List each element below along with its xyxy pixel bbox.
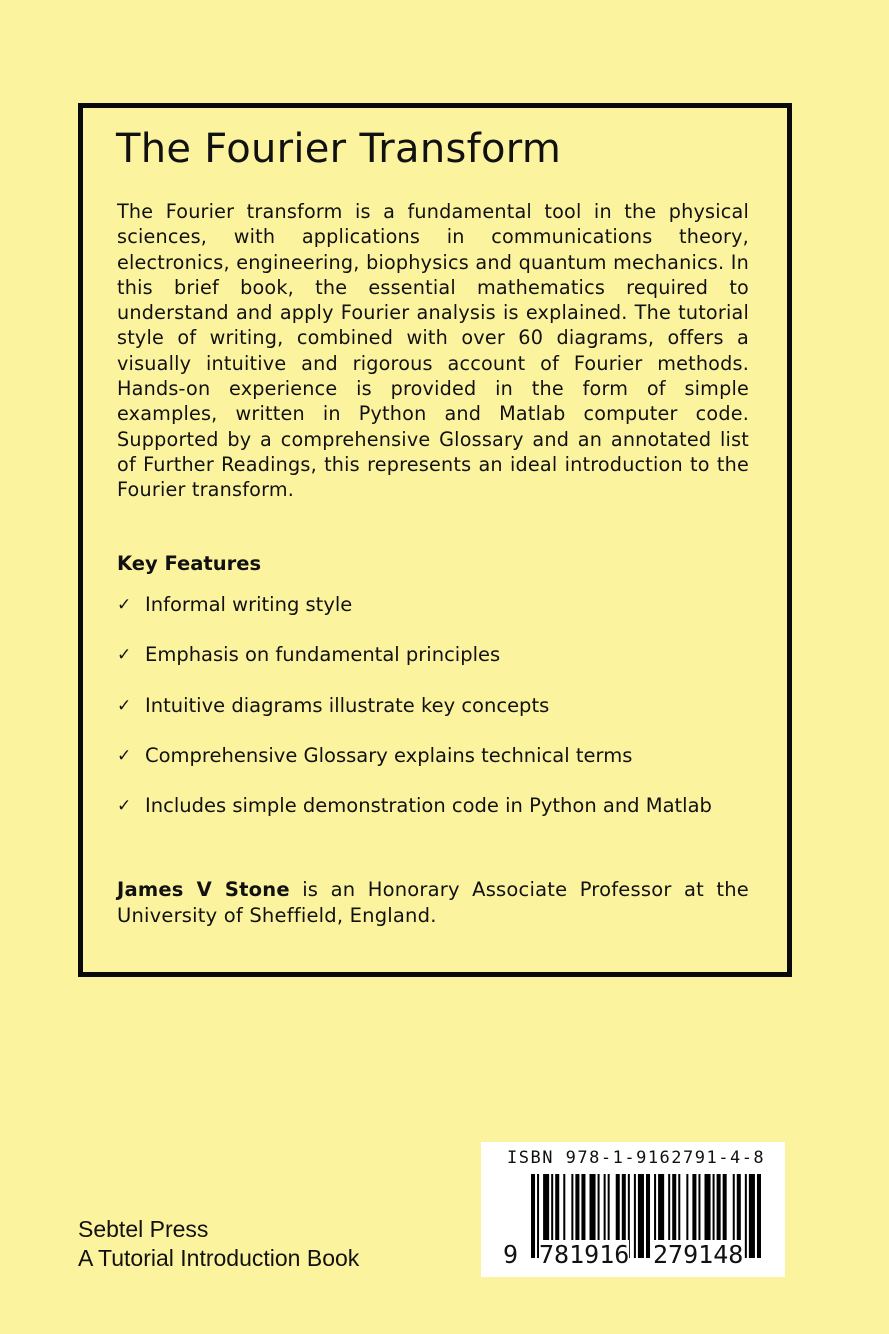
author-bio-text: is an Honorary Associate Professor at the University of Sheffield, England. [117, 878, 749, 927]
checkmark-icon: ✓ [117, 796, 132, 817]
barcode-first-digit: 9 [503, 1240, 519, 1269]
book-description: The Fourier transform is a fundamental tool in the physical sciences, with applications in communications theory, electronics, engineering, biophysics and quantum mechanics. In this brief book, the essential mathematics required to understand and apply Fourier analysis is explained. The tutorial style of writing, combined with over 60 diagrams, offers a visually intuitive and rigorous account of Fourier methods. Hands-on experience is provided in the form of simple examples, written in Python and Matlab computer code. Supported by a comprehensive Glossary and an annotated list of Further Readings, this represents an ideal introduction to the Fourier transform. [117, 200, 749, 502]
barcode-digits-right: 279148 [653, 1240, 744, 1269]
feature-text: Comprehensive Glossary explains technical terms [145, 743, 633, 767]
isbn-label: ISBN 978-1-9162791-4-8 [507, 1148, 766, 1168]
feature-text: Intuitive diagrams illustrate key concepts [145, 693, 550, 717]
barcode-bar [749, 1174, 755, 1258]
checkmark-icon: ✓ [117, 695, 132, 716]
feature-item [117, 592, 712, 642]
barcode-bar [638, 1174, 644, 1258]
key-features-list [117, 592, 712, 843]
barcode-bar [531, 1174, 535, 1258]
feature-text: Informal writing style [145, 593, 353, 616]
feature-text: Includes simple demonstration code in Python and Matlab [145, 794, 712, 818]
barcode-box [481, 1142, 785, 1277]
checkmark-icon: ✓ [117, 645, 132, 666]
key-features-heading: Key Features [117, 552, 262, 575]
barcode-bar [646, 1174, 650, 1258]
checkmark-icon: ✓ [117, 745, 132, 766]
publisher-block [78, 1215, 359, 1273]
feature-item [117, 693, 712, 743]
feature-item [117, 793, 712, 843]
checkmark-icon: ✓ [117, 595, 132, 615]
author-name: James V Stone [117, 878, 290, 901]
publisher-name: Sebtel Press [78, 1216, 209, 1242]
barcode-bar [745, 1174, 747, 1258]
series-name: A Tutorial Introduction Book [78, 1245, 360, 1271]
feature-item [117, 743, 712, 793]
author-bio [117, 877, 749, 929]
barcode-digits-left: 781916 [539, 1240, 630, 1269]
feature-item [117, 642, 712, 692]
barcode-bar [757, 1174, 761, 1258]
barcode-bar [634, 1174, 636, 1258]
book-title: The Fourier Transform [116, 126, 562, 172]
feature-text: Emphasis on fundamental principles [145, 643, 501, 667]
